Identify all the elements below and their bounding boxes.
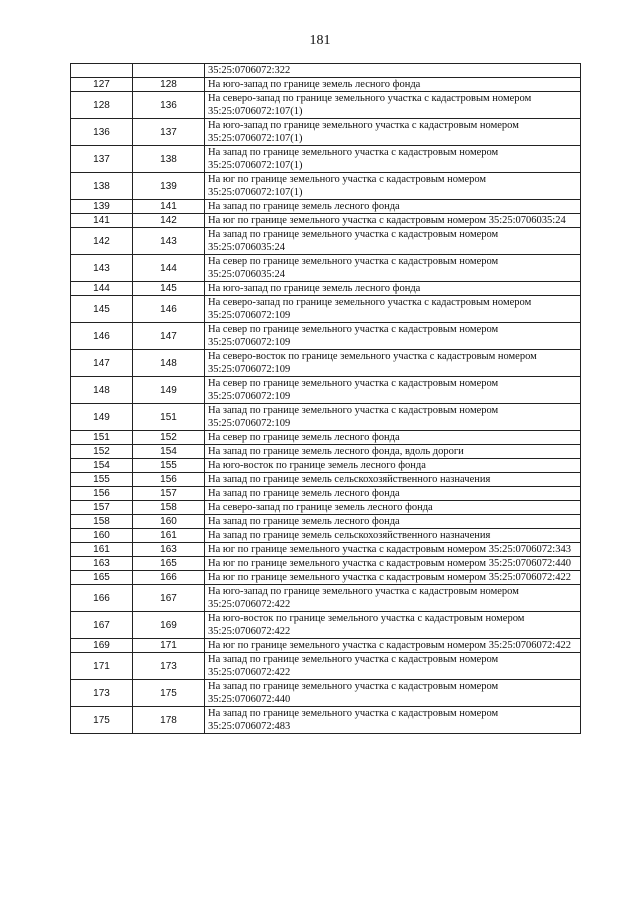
- description-cell: На север по границе земельного участка с кадастровым номером 35:25:0706072:109: [205, 323, 581, 350]
- to-point-cell: 144: [133, 255, 205, 282]
- table-row: [71, 214, 581, 228]
- description-cell: На юг по границе земельного участка с кадастровым номером 35:25:0706072:422: [205, 639, 581, 653]
- table-row: [71, 119, 581, 146]
- description-cell: На запад по границе земель сельскохозяйственного назначения: [205, 473, 581, 487]
- table-row: [71, 228, 581, 255]
- description-cell: На юг по границе земельного участка с кадастровым номером 35:25:0706035:24: [205, 214, 581, 228]
- from-point-cell: 163: [71, 557, 133, 571]
- to-point-cell: 149: [133, 377, 205, 404]
- to-point-cell: 169: [133, 612, 205, 639]
- description-cell: На юг по границе земельного участка с кадастровым номером 35:25:0706072:107(1): [205, 173, 581, 200]
- from-point-cell: 149: [71, 404, 133, 431]
- to-point-cell: 128: [133, 78, 205, 92]
- description-cell: На запад по границе земель лесного фонда, вдоль дороги: [205, 445, 581, 459]
- from-point-cell: 147: [71, 350, 133, 377]
- from-point-cell: 155: [71, 473, 133, 487]
- from-point-cell: 154: [71, 459, 133, 473]
- description-cell: На север по границе земель лесного фонда: [205, 431, 581, 445]
- table-row: [71, 680, 581, 707]
- from-point-cell: 175: [71, 707, 133, 734]
- from-point-cell: 167: [71, 612, 133, 639]
- to-point-cell: 155: [133, 459, 205, 473]
- to-point-cell: 154: [133, 445, 205, 459]
- from-point-cell: 142: [71, 228, 133, 255]
- from-point-cell: 127: [71, 78, 133, 92]
- table-row: [71, 78, 581, 92]
- to-point-cell: 166: [133, 571, 205, 585]
- from-point-cell: 146: [71, 323, 133, 350]
- from-point-cell: 166: [71, 585, 133, 612]
- to-point-cell: 151: [133, 404, 205, 431]
- from-point-cell: [71, 64, 133, 78]
- table-row: [71, 92, 581, 119]
- description-cell: На запад по границе земельного участка с кадастровым номером 35:25:0706035:24: [205, 228, 581, 255]
- table-row: [71, 200, 581, 214]
- to-point-cell: 148: [133, 350, 205, 377]
- table-row: [71, 282, 581, 296]
- to-point-cell: 161: [133, 529, 205, 543]
- from-point-cell: 145: [71, 296, 133, 323]
- table-row: [71, 653, 581, 680]
- table-row: [71, 64, 581, 78]
- table-row: [71, 529, 581, 543]
- from-point-cell: 157: [71, 501, 133, 515]
- table-row: [71, 404, 581, 431]
- description-cell: На запад по границе земель лесного фонда: [205, 200, 581, 214]
- from-point-cell: 138: [71, 173, 133, 200]
- table-row: [71, 146, 581, 173]
- description-cell: 35:25:0706072:322: [205, 64, 581, 78]
- to-point-cell: 146: [133, 296, 205, 323]
- to-point-cell: 147: [133, 323, 205, 350]
- table-row: [71, 557, 581, 571]
- from-point-cell: 139: [71, 200, 133, 214]
- table-row: [71, 585, 581, 612]
- table-row: [71, 639, 581, 653]
- to-point-cell: 157: [133, 487, 205, 501]
- to-point-cell: 178: [133, 707, 205, 734]
- from-point-cell: 151: [71, 431, 133, 445]
- description-cell: На юго-запад по границе земель лесного фонда: [205, 282, 581, 296]
- description-cell: На юго-восток по границе земельного участка с кадастровым номером 35:25:0706072:422: [205, 612, 581, 639]
- from-point-cell: 165: [71, 571, 133, 585]
- description-cell: На север по границе земельного участка с кадастровым номером 35:25:0706035:24: [205, 255, 581, 282]
- from-point-cell: 169: [71, 639, 133, 653]
- to-point-cell: 152: [133, 431, 205, 445]
- table-row: [71, 173, 581, 200]
- from-point-cell: 173: [71, 680, 133, 707]
- from-point-cell: 158: [71, 515, 133, 529]
- boundary-table: [70, 63, 581, 734]
- from-point-cell: 148: [71, 377, 133, 404]
- page-number: 181: [309, 33, 331, 48]
- description-cell: На запад по границе земельного участка с кадастровым номером 35:25:0706072:107(1): [205, 146, 581, 173]
- table-row: [71, 501, 581, 515]
- to-point-cell: 136: [133, 92, 205, 119]
- table-row: [71, 445, 581, 459]
- to-point-cell: 163: [133, 543, 205, 557]
- from-point-cell: 136: [71, 119, 133, 146]
- to-point-cell: [133, 64, 205, 78]
- description-cell: На северо-восток по границе земельного участка с кадастровым номером 35:25:0706072:109: [205, 350, 581, 377]
- to-point-cell: 141: [133, 200, 205, 214]
- to-point-cell: 167: [133, 585, 205, 612]
- to-point-cell: 145: [133, 282, 205, 296]
- description-cell: На запад по границе земель сельскохозяйственного назначения: [205, 529, 581, 543]
- description-cell: На юго-запад по границе земель лесного фонда: [205, 78, 581, 92]
- to-point-cell: 137: [133, 119, 205, 146]
- description-cell: На запад по границе земельного участка с кадастровым номером 35:25:0706072:422: [205, 653, 581, 680]
- to-point-cell: 143: [133, 228, 205, 255]
- table-row: [71, 296, 581, 323]
- to-point-cell: 171: [133, 639, 205, 653]
- from-point-cell: 128: [71, 92, 133, 119]
- to-point-cell: 139: [133, 173, 205, 200]
- from-point-cell: 171: [71, 653, 133, 680]
- table-row: [71, 473, 581, 487]
- table-row: [71, 515, 581, 529]
- description-cell: На запад по границе земель лесного фонда: [205, 487, 581, 501]
- to-point-cell: 158: [133, 501, 205, 515]
- from-point-cell: 161: [71, 543, 133, 557]
- table-row: [71, 377, 581, 404]
- description-cell: На северо-запад по границе земельного участка с кадастровым номером 35:25:0706072:109: [205, 296, 581, 323]
- to-point-cell: 173: [133, 653, 205, 680]
- table-row: [71, 350, 581, 377]
- table-row: [71, 571, 581, 585]
- description-cell: На юг по границе земельного участка с кадастровым номером 35:25:0706072:440: [205, 557, 581, 571]
- description-cell: На юг по границе земельного участка с кадастровым номером 35:25:0706072:422: [205, 571, 581, 585]
- description-cell: На юго-запад по границе земельного участка с кадастровым номером 35:25:0706072:107(1): [205, 119, 581, 146]
- description-cell: На запад по границе земельного участка с кадастровым номером 35:25:0706072:109: [205, 404, 581, 431]
- table-row: [71, 255, 581, 282]
- description-cell: На юго-запад по границе земельного участка с кадастровым номером 35:25:0706072:422: [205, 585, 581, 612]
- description-cell: На северо-запад по границе земельного участка с кадастровым номером 35:25:0706072:107(1): [205, 92, 581, 119]
- to-point-cell: 156: [133, 473, 205, 487]
- from-point-cell: 141: [71, 214, 133, 228]
- from-point-cell: 137: [71, 146, 133, 173]
- table-row: [71, 543, 581, 557]
- from-point-cell: 160: [71, 529, 133, 543]
- description-cell: На запад по границе земельного участка с кадастровым номером 35:25:0706072:440: [205, 680, 581, 707]
- boundary-table-body: [71, 64, 581, 734]
- table-row: [71, 707, 581, 734]
- from-point-cell: 152: [71, 445, 133, 459]
- to-point-cell: 142: [133, 214, 205, 228]
- description-cell: На северо-запад по границе земель лесного фонда: [205, 501, 581, 515]
- to-point-cell: 160: [133, 515, 205, 529]
- description-cell: На юг по границе земельного участка с кадастровым номером 35:25:0706072:343: [205, 543, 581, 557]
- to-point-cell: 138: [133, 146, 205, 173]
- description-cell: На север по границе земельного участка с кадастровым номером 35:25:0706072:109: [205, 377, 581, 404]
- to-point-cell: 165: [133, 557, 205, 571]
- from-point-cell: 156: [71, 487, 133, 501]
- description-cell: На юго-восток по границе земель лесного фонда: [205, 459, 581, 473]
- to-point-cell: 175: [133, 680, 205, 707]
- from-point-cell: 144: [71, 282, 133, 296]
- table-row: [71, 323, 581, 350]
- table-row: [71, 459, 581, 473]
- from-point-cell: 143: [71, 255, 133, 282]
- table-row: [71, 487, 581, 501]
- table-row: [71, 612, 581, 639]
- table-row: [71, 431, 581, 445]
- description-cell: На запад по границе земель лесного фонда: [205, 515, 581, 529]
- description-cell: На запад по границе земельного участка с кадастровым номером 35:25:0706072:483: [205, 707, 581, 734]
